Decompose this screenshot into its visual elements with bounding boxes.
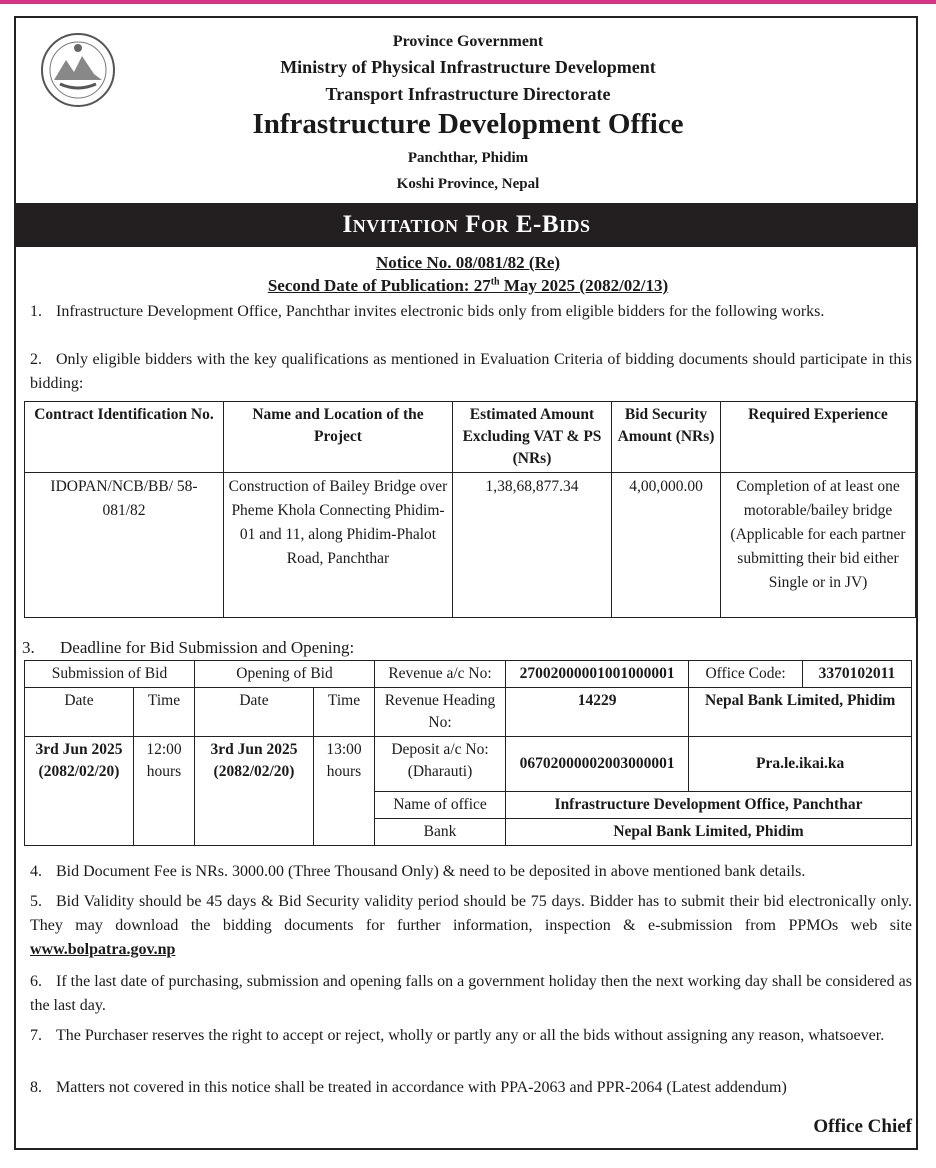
deposit-ac-value: 06702000002003000001 [506, 737, 689, 792]
opening-date: 3rd Jun 2025 (2082/02/20) [195, 737, 314, 846]
open-date-header: Date [195, 688, 314, 737]
notice-number: Notice No. 08/081/82 (Re) [375, 253, 561, 272]
sub-date-header: Date [25, 688, 134, 737]
location-line-2: Koshi Province, Nepal [396, 176, 540, 192]
clause-2: 2. Only eligible bidders with the key qualifications as mentioned in Evaluation Criteria of bidding documents should participate in this bidding: [30, 351, 912, 392]
works-table-header [25, 402, 916, 473]
clause-7: 7. The Purchaser reserves the right to accept or reject, wholly or partly any or all the bids without assigning any reason, whatsoever. [30, 1027, 885, 1044]
clause-1: 1. Infrastructure Development Office, Panchthar invites electronic bids only from eligible bidders for the following works. [30, 303, 825, 320]
publication-date: Second Date of Publication: 27th May 2025 (2082/02/13) [267, 276, 669, 295]
directorate-line: Transport Infrastructure Directorate [325, 84, 611, 104]
deposit-name-value: Pra.le.ikai.ka [689, 737, 912, 792]
open-time-header: Time [314, 688, 375, 737]
col-project: Name and Location of the Project [224, 402, 453, 473]
signature-office-chief: Office Chief [813, 1116, 912, 1137]
revenue-ac-value: 27002000001001000001 [506, 661, 689, 688]
submission-header: Submission of Bid [25, 661, 195, 688]
experience-cell: Completion of at least one motorable/bailey bridge (Applicable for each partner submitting their bid either Single or in JV) [721, 473, 916, 618]
ministry-line: Ministry of Physical Infrastructure Development [280, 57, 656, 77]
col-experience: Required Experience [721, 402, 916, 473]
contract-id-cell: IDOPAN/NCB/BB/ 58-081/82 [25, 473, 224, 618]
clause-5: 5. Bid Validity should be 45 days & Bid Security validity period should be 75 days. Bidder has to submit their bid electronically only. They may download the bidding documents for further information, inspection & e-submission from PPMOs web site www.bolpatra.gov.np [30, 893, 912, 958]
bank-label: Bank [375, 819, 506, 846]
bank-value: Nepal Bank Limited, Phidim [506, 819, 912, 846]
works-table [24, 401, 916, 618]
submission-time: 12:00 hours [134, 737, 195, 846]
deposit-label: Deposit a/c No: (Dharauti) [375, 737, 506, 792]
table-row [25, 473, 916, 618]
revenue-ac-label: Revenue a/c No: [375, 661, 506, 688]
bolpatra-link[interactable]: www.bolpatra.gov.np [30, 941, 176, 958]
opening-time: 13:00 hours [314, 737, 375, 846]
top-accent-line [0, 0, 936, 4]
bank-name-cell: Nepal Bank Limited, Phidim [689, 688, 912, 737]
bid-security-cell: 4,00,000.00 [612, 473, 721, 618]
invitation-banner: Invitation For E-Bids [15, 203, 918, 247]
col-estimated: Estimated Amount Excluding VAT & PS (NRs) [453, 402, 612, 473]
col-bid-security: Bid Security Amount (NRs) [612, 402, 721, 473]
project-cell: Construction of Bailey Bridge over Pheme Khola Connecting Phidim-01 and 11, along Phidim-Phalot Road, Panchthar [224, 473, 453, 618]
opening-header: Opening of Bid [195, 661, 375, 688]
name-office-value: Infrastructure Development Office, Panchthar [506, 792, 912, 819]
submission-date: 3rd Jun 2025 (2082/02/20) [25, 737, 134, 846]
deadline-table [24, 660, 912, 846]
name-office-label: Name of office [375, 792, 506, 819]
revenue-heading-label: Revenue Heading No: [375, 688, 506, 737]
clause-3: 3. Deadline for Bid Submission and Opening: [22, 638, 355, 657]
clause-4: 4. Bid Document Fee is NRs. 3000.00 (Three Thousand Only) & need to be deposited in above mentioned bank details. [30, 863, 806, 880]
office-code-label: Office Code: [689, 661, 803, 688]
clause-8: 8. Matters not covered in this notice shall be treated in accordance with PPA-2063 and PPR-2064 (Latest addendum) [30, 1079, 787, 1096]
estimated-cell: 1,38,68,877.34 [453, 473, 612, 618]
office-code-value: 3370102011 [802, 661, 911, 688]
clause-6: 6. If the last date of purchasing, submission and opening falls on a government holiday then the next working day shall be considered as the last day. [30, 973, 912, 1014]
location-line-1: Panchthar, Phidim [407, 150, 529, 166]
sub-time-header: Time [134, 688, 195, 737]
revenue-heading-value: 14229 [506, 688, 689, 737]
col-contract-id: Contract Identification No. [25, 402, 224, 473]
province-line: Province Government [392, 33, 544, 50]
office-title: Infrastructure Development Office [252, 108, 684, 140]
